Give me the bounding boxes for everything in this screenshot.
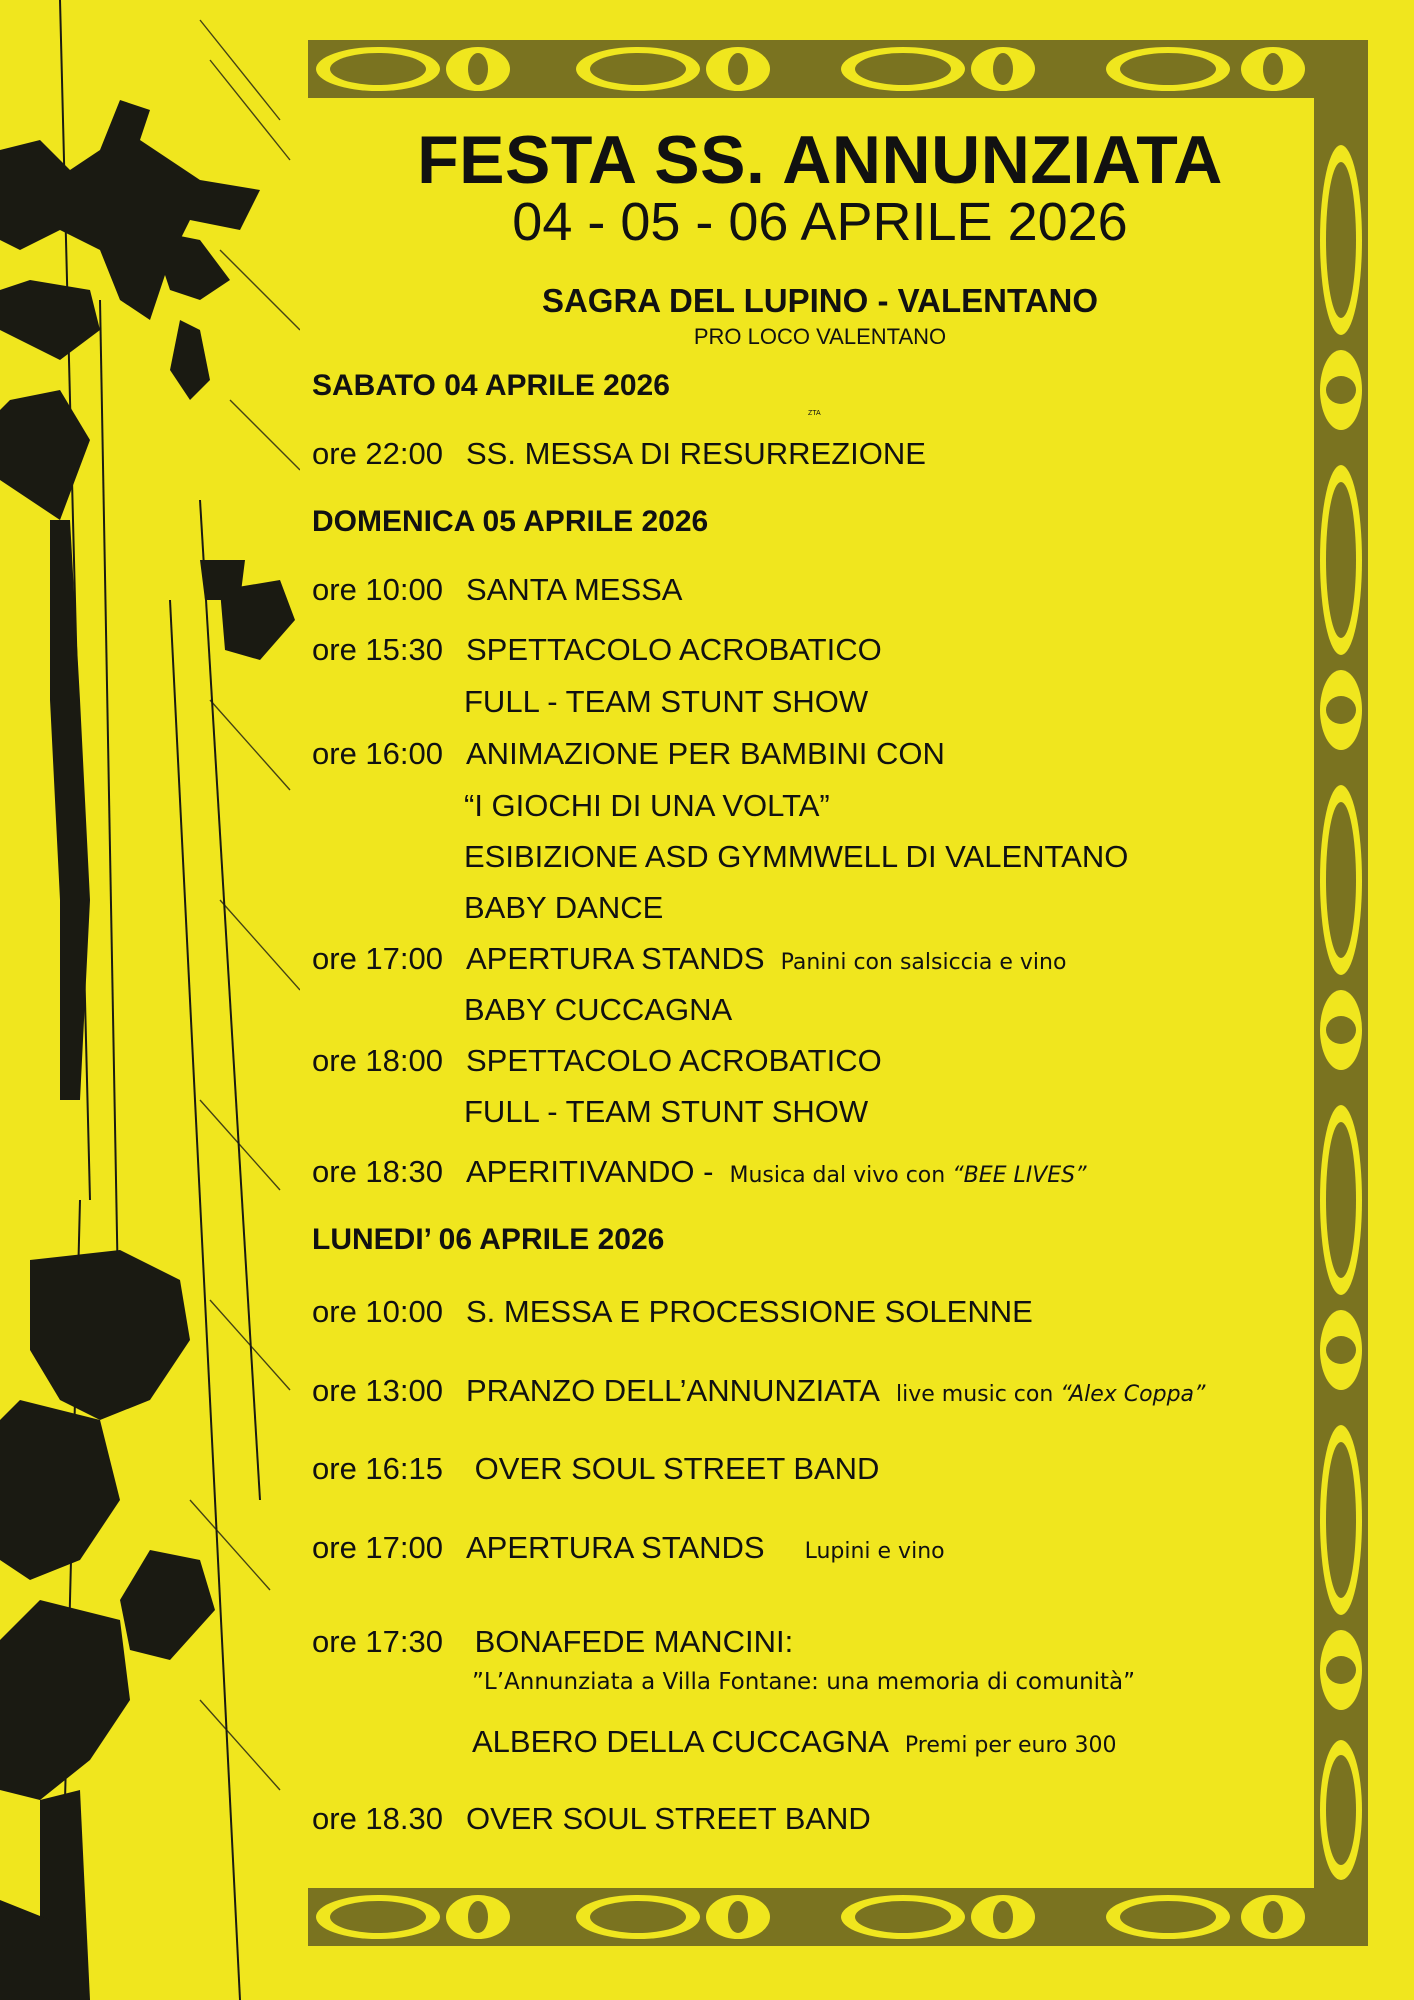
decorative-border-right bbox=[1314, 90, 1368, 1890]
event-title: ANIMAZIONE PER BAMBINI CON bbox=[466, 736, 945, 771]
organizer: PRO LOCO VALENTANO bbox=[693, 324, 947, 349]
event-title: SANTA MESSA bbox=[466, 572, 683, 607]
event-title: APERTURA STANDS bbox=[466, 941, 765, 976]
event-detail bbox=[472, 1724, 1116, 1764]
event-note: Lupini e vino bbox=[804, 1539, 945, 1564]
event-dates: 04 - 05 - 06 APRILE 2026 bbox=[512, 192, 1128, 252]
event-title: PRANZO DELL’ANNUNZIATA bbox=[466, 1373, 880, 1408]
schedule-item bbox=[312, 1043, 882, 1079]
event-title: SPETTACOLO ACROBATICO bbox=[466, 632, 882, 667]
event-time: ore 16:00 bbox=[312, 736, 443, 771]
event-detail: FULL - TEAM STUNT SHOW bbox=[464, 684, 869, 719]
event-title: S. MESSA E PROCESSIONE SOLENNE bbox=[466, 1294, 1033, 1329]
performer-name: “BEE LIVES” bbox=[952, 1163, 1087, 1188]
schedule-item bbox=[312, 1294, 1033, 1330]
decorative-border-bottom bbox=[308, 1888, 1368, 1946]
event-title: OVER SOUL STREET BAND bbox=[474, 1451, 880, 1486]
event-time: ore 17:00 bbox=[312, 941, 443, 976]
event-note: Premi per euro 300 bbox=[904, 1733, 1117, 1758]
event-time: ore 16:15 bbox=[312, 1451, 443, 1486]
schedule-item bbox=[312, 1624, 793, 1660]
event-time: ore 18.30 bbox=[312, 1801, 443, 1836]
talk-title: ”L’Annunziata a Villa Fontane: una memoria di comunità” bbox=[472, 1669, 1136, 1695]
schedule-item bbox=[312, 572, 683, 608]
event-title: OVER SOUL STREET BAND bbox=[466, 1801, 871, 1836]
climber-illustration bbox=[0, 0, 300, 2000]
decorative-border-top bbox=[308, 40, 1368, 98]
event-time: ore 18:30 bbox=[312, 1154, 443, 1189]
event-title: SPETTACOLO ACROBATICO bbox=[466, 1043, 882, 1078]
event-note bbox=[729, 1163, 1086, 1188]
schedule-item bbox=[312, 1530, 945, 1570]
event-note-text: live music con bbox=[895, 1382, 1054, 1407]
event-title: APERITIVANDO - bbox=[466, 1154, 714, 1189]
event-time: ore 13:00 bbox=[312, 1373, 443, 1408]
schedule-item bbox=[312, 736, 945, 772]
event-note: Panini con salsiccia e vino bbox=[780, 950, 1067, 975]
schedule-item bbox=[312, 632, 882, 668]
event-detail: BABY CUCCAGNA bbox=[464, 992, 733, 1027]
event-time: ore 15:30 bbox=[312, 632, 443, 667]
performer-name: “Alex Coppa” bbox=[1060, 1382, 1206, 1407]
event-time: ore 10:00 bbox=[312, 572, 443, 607]
event-title: SS. MESSA DI RESURREZIONE bbox=[466, 436, 926, 471]
day-heading-saturday: SABATO 04 APRILE 2026 bbox=[312, 369, 670, 402]
schedule-item bbox=[312, 436, 926, 472]
event-time: ore 18:00 bbox=[312, 1043, 443, 1078]
event-title: APERTURA STANDS bbox=[466, 1530, 765, 1565]
event-detail: “I GIOCHI DI UNA VOLTA” bbox=[464, 788, 830, 823]
schedule-item bbox=[312, 1801, 871, 1837]
day-heading-sunday: DOMENICA 05 APRILE 2026 bbox=[312, 505, 709, 538]
poster-title: FESTA SS. ANNUNZIATA bbox=[417, 122, 1223, 198]
event-time: ore 22:00 bbox=[312, 436, 443, 471]
event-detail: BABY DANCE bbox=[464, 890, 664, 925]
day-heading-monday: LUNEDI’ 06 APRILE 2026 bbox=[312, 1223, 665, 1256]
schedule-item bbox=[312, 1373, 1205, 1413]
event-subtitle: SAGRA DEL LUPINO - VALENTANO bbox=[541, 282, 1099, 319]
event-time: ore 10:00 bbox=[312, 1294, 443, 1329]
event-time: ore 17:30 bbox=[312, 1624, 443, 1659]
schedule-item bbox=[312, 941, 1066, 981]
event-detail: FULL - TEAM STUNT SHOW bbox=[464, 1094, 869, 1129]
event-time: ore 17:00 bbox=[312, 1530, 443, 1565]
tiny-mark: ZTA bbox=[808, 410, 821, 417]
event-detail-title: ALBERO DELLA CUCCAGNA bbox=[472, 1724, 889, 1759]
schedule-item bbox=[312, 1154, 1087, 1194]
event-title: BONAFEDE MANCINI: bbox=[474, 1624, 794, 1659]
schedule-item bbox=[312, 1451, 879, 1487]
event-note bbox=[896, 1382, 1205, 1407]
event-detail: ESIBIZIONE ASD GYMMWELL DI VALENTANO bbox=[464, 839, 1129, 874]
event-note-text: Musica dal vivo con bbox=[729, 1163, 946, 1188]
